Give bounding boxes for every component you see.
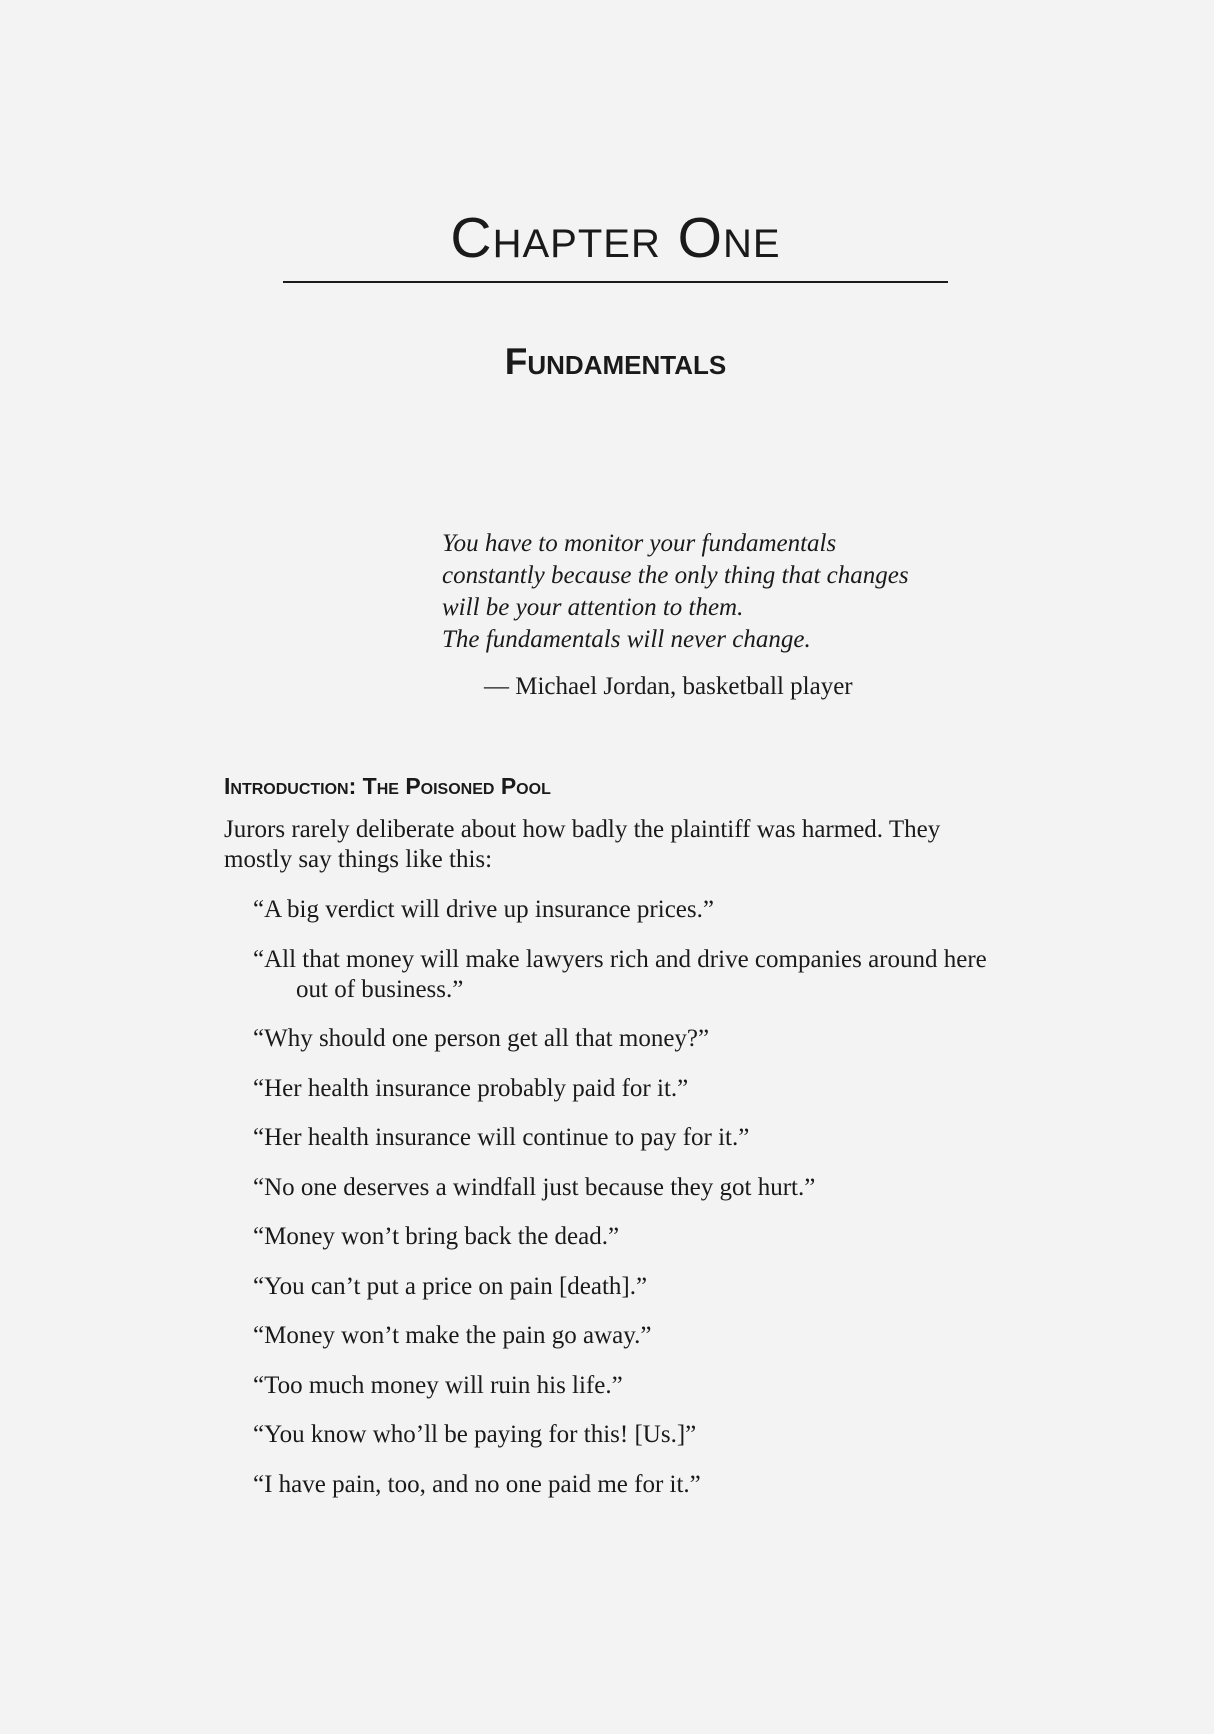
juror-quote: “No one deserves a windfall just because they got hurt.” (253, 1173, 816, 1201)
epigraph-attribution: — Michael Jordan, basketball player (484, 673, 853, 700)
section-heading: Introduction: The Poisoned Pool (224, 773, 551, 799)
juror-quote: “Why should one person get all that money?” (253, 1025, 710, 1052)
juror-quote: “A big verdict will drive up insurance prices.” (253, 896, 714, 923)
juror-quote: “Money won’t bring back the dead.” (253, 1223, 620, 1250)
chapter-subtitle: Fundamentals (504, 341, 727, 382)
intro-paragraph: Jurors rarely deliberate about how badly the plaintiff was harmed. They mostly say things like this: (224, 816, 941, 873)
juror-quote: “I have pain, too, and no one paid me for it.” (253, 1470, 701, 1498)
juror-quote: “You know who’ll be paying for this! [Us.]” (253, 1421, 697, 1448)
juror-quote: “You can’t put a price on pain [death].” (253, 1272, 648, 1300)
juror-quote: “Money won’t make the pain go away.” (253, 1322, 652, 1349)
chapter-title: Chapter One (450, 206, 781, 270)
epigraph-line: will be your attention to them. (442, 594, 744, 621)
epigraph (442, 528, 1002, 703)
epigraph-line: constantly because the only thing that changes (442, 562, 909, 589)
epigraph-line: The fundamentals will never change. (442, 626, 811, 653)
epigraph-line: You have to monitor your fundamentals (442, 530, 837, 557)
chapter-title-rule (283, 281, 948, 283)
juror-quote: “Her health insurance will continue to pay for it.” (253, 1124, 750, 1151)
juror-quote: “Her health insurance probably paid for it.” (253, 1074, 689, 1102)
juror-quote-list (253, 895, 1005, 1519)
juror-quote: “Too much money will ruin his life.” (253, 1371, 623, 1399)
juror-quote: “All that money will make lawyers rich and drive companies around here out of business.” (253, 945, 987, 1003)
